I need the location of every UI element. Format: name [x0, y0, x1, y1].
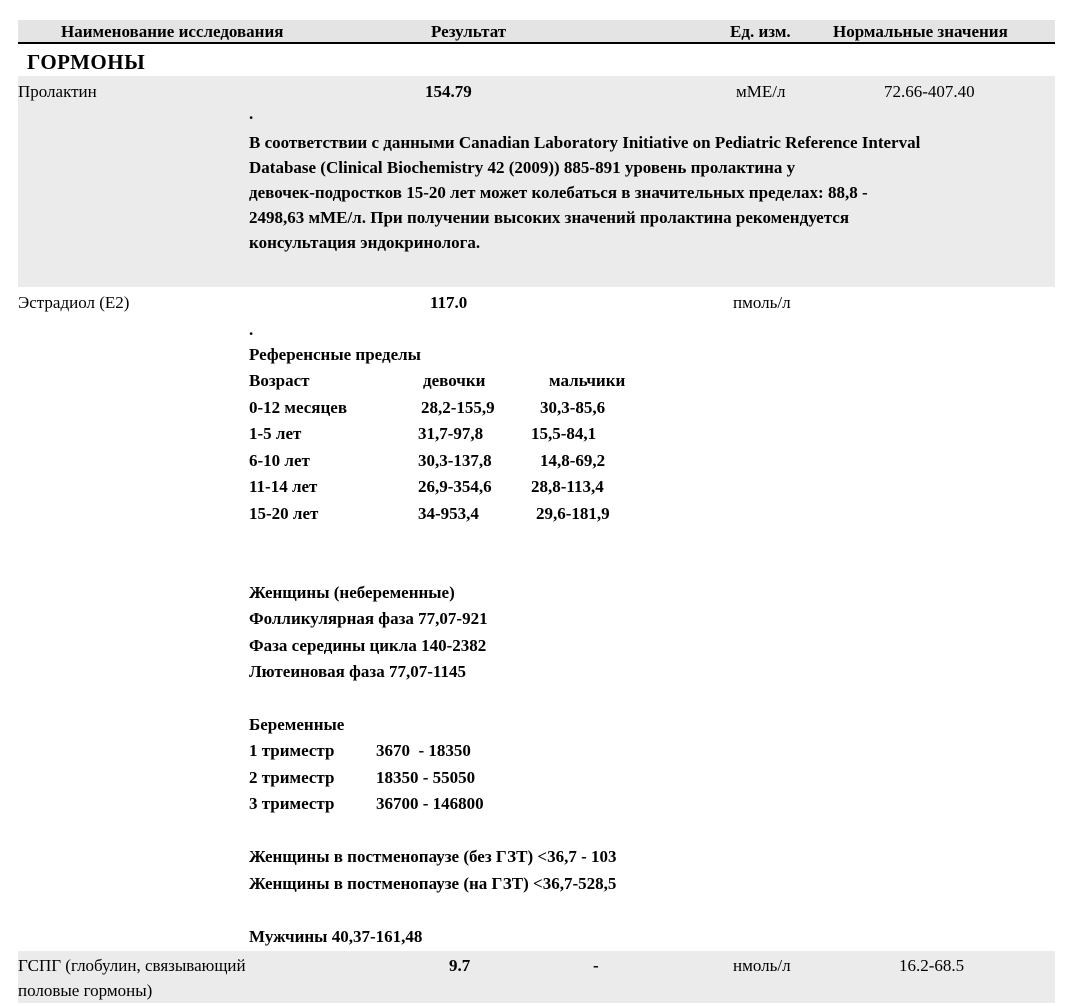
girls-cell: 28,2-155,9 [421, 398, 495, 417]
estradiol-dot: . [249, 320, 254, 339]
girls-cell: 26,9-354,6 [418, 477, 492, 496]
shbg-norm: 16.2-68.5 [899, 956, 965, 975]
shbg-name-line1: ГСПГ (глобулин, связывающий [18, 956, 246, 975]
girls-header: девочки [423, 371, 486, 390]
pregnant-title: Беременные [249, 715, 345, 734]
age-header: Возраст [249, 371, 310, 390]
comment-line: 2498,63 мМЕ/л. При получении высоких значений пролактина рекомендуется [249, 208, 850, 227]
boys-cell: 30,3-85,6 [540, 398, 606, 417]
comment-line: консультация эндокринолога. [249, 233, 481, 252]
trimester-range: 3670 - 18350 [376, 741, 471, 760]
header-norm: Нормальные значения [833, 22, 1008, 41]
header-name: Наименование исследования [61, 22, 284, 41]
women-title: Женщины (небеременные) [249, 583, 455, 602]
prolactin-name: Пролактин [18, 82, 97, 101]
trimester-range: 36700 - 146800 [376, 794, 484, 813]
trimester-label: 3 триместр [249, 794, 335, 813]
header-result: Результат [431, 22, 507, 41]
age-cell: 15-20 лет [249, 504, 319, 523]
shbg-name-line2: половые гормоны) [18, 981, 153, 1000]
shbg-unit: нмоль/л [733, 956, 791, 975]
trimester-label: 1 триместр [249, 741, 335, 760]
comment-line: Database (Clinical Biochemistry 42 (2009)) 885-891 уровень пролактина у [249, 158, 796, 177]
postmeno-line: Женщины в постменопаузе (без ГЗТ) <36,7 - 103 [249, 847, 617, 866]
postmeno-line: Женщины в постменопаузе (на ГЗТ) <36,7-528,5 [249, 874, 617, 893]
prolactin-comment [249, 130, 1054, 255]
girls-cell: 34-953,4 [418, 504, 479, 523]
prolactin-dot: . [249, 104, 254, 123]
girls-cell: 30,3-137,8 [418, 451, 492, 470]
table-header [18, 20, 1055, 44]
prolactin-unit: мМЕ/л [736, 82, 786, 101]
women-phase-line: Фолликулярная фаза 77,07-921 [249, 609, 488, 628]
estradiol-name: Эстрадиол (E2) [18, 293, 130, 312]
header-unit: Ед. изм. [730, 22, 791, 41]
women-phase-line: Лютеиновая фаза 77,07-1145 [249, 662, 466, 681]
comment-line: девочек-подростков 15-20 лет может колебаться в значительных пределах: 88,8 - [249, 183, 868, 202]
comment-line: В соответствии с данными Canadian Laboratory Initiative on Pediatric Reference Interval [249, 133, 921, 152]
boys-cell: 29,6-181,9 [536, 504, 610, 523]
prolactin-result: 154.79 [425, 82, 472, 101]
boys-header: мальчики [549, 371, 626, 390]
boys-cell: 15,5-84,1 [531, 424, 597, 443]
men-line: Мужчины 40,37-161,48 [249, 927, 423, 946]
estradiol-result: 117.0 [430, 293, 468, 312]
estradiol-unit: пмоль/л [733, 293, 791, 312]
prolactin-norm: 72.66-407.40 [884, 82, 975, 101]
boys-cell: 28,8-113,4 [531, 477, 604, 496]
age-cell: 11-14 лет [249, 477, 318, 496]
women-phase-line: Фаза середины цикла 140-2382 [249, 636, 487, 655]
ref-title: Референсные пределы [249, 345, 421, 364]
age-cell: 0-12 месяцев [249, 398, 348, 417]
trimester-label: 2 триместр [249, 768, 335, 787]
girls-cell: 31,7-97,8 [418, 424, 484, 443]
age-cell: 6-10 лет [249, 451, 310, 470]
age-cell: 1-5 лет [249, 424, 302, 443]
section-title: ГОРМОНЫ [27, 50, 146, 74]
boys-cell: 14,8-69,2 [540, 451, 606, 470]
trimester-range: 18350 - 55050 [376, 768, 476, 787]
shbg-flag: - [593, 956, 599, 975]
shbg-result: 9.7 [449, 956, 471, 975]
